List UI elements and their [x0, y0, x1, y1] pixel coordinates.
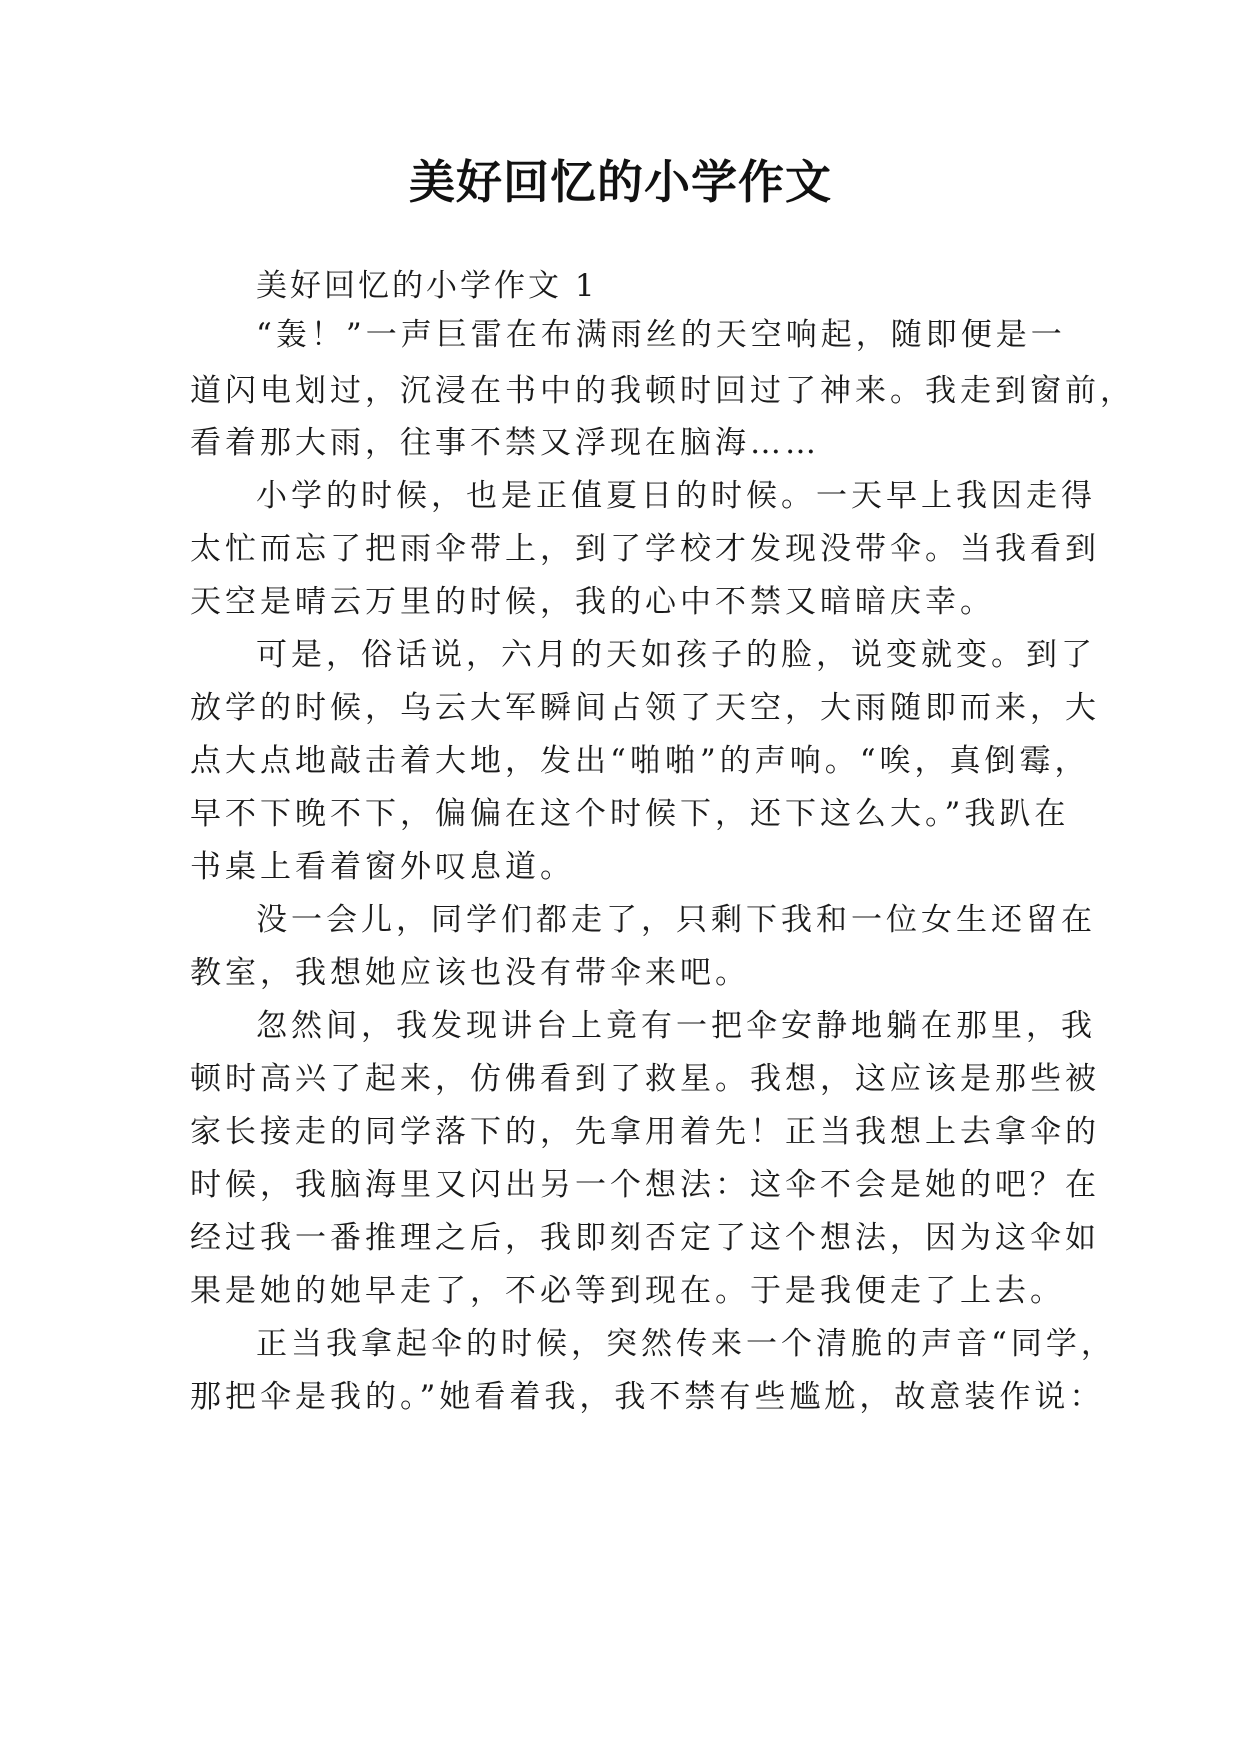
text-line: 看着那大雨，往事不禁又浮现在脑海…… — [190, 425, 820, 461]
text-line: 道闪电划过，沉浸在书中的我顿时回过了神来。我走到窗前， — [190, 373, 1135, 409]
text-line: 早不下晚不下，偏偏在这个时候下，还下这么大。”我趴在 — [190, 796, 1070, 832]
text-line: 那把伞是我的。”她看着我，我不禁有些尴尬，故意装作说： — [190, 1379, 1105, 1415]
text-line: 顿时高兴了起来，仿佛看到了救星。我想，这应该是那些被 — [190, 1061, 1100, 1097]
text-line: 家长接走的同学落下的，先拿用着先！正当我想上去拿伞的 — [190, 1114, 1100, 1150]
text-line: 太忙而忘了把雨伞带上，到了学校才发现没带伞。当我看到 — [190, 531, 1100, 567]
text-line: 教室，我想她应该也没有带伞来吧。 — [190, 955, 750, 991]
text-line: 可是，俗话说，六月的天如孩子的脸，说变就变。到了 — [256, 637, 1096, 673]
text-line: 放学的时候，乌云大军瞬间占领了天空，大雨随即而来，大 — [190, 690, 1100, 726]
text-line: 正当我拿起伞的时候，突然传来一个清脆的声音“同学， — [256, 1326, 1116, 1362]
text-line: 书桌上看着窗外叹息道。 — [190, 849, 575, 885]
text-line: 小学的时候，也是正值夏日的时候。一天早上我因走得 — [256, 478, 1096, 514]
text-line: 时候，我脑海里又闪出另一个想法：这伞不会是她的吧？在 — [190, 1167, 1100, 1203]
text-line: 经过我一番推理之后，我即刻否定了这个想法，因为这伞如 — [190, 1220, 1100, 1256]
document-title: 美好回忆的小学作文 — [409, 155, 832, 209]
section-heading: 美好回忆的小学作文 1 — [256, 268, 598, 304]
text-line: “轰！”一声巨雷在布满雨丝的天空响起，随即便是一 — [256, 317, 1066, 353]
text-line: 没一会儿，同学们都走了，只剩下我和一位女生还留在 — [256, 902, 1096, 938]
text-line: 果是她的她早走了，不必等到现在。于是我便走了上去。 — [190, 1273, 1065, 1309]
text-line: 天空是晴云万里的时候，我的心中不禁又暗暗庆幸。 — [190, 584, 995, 620]
text-line: 点大点地敲击着大地，发出“啪啪”的声响。“唉，真倒霉， — [190, 743, 1090, 779]
text-line: 忽然间，我发现讲台上竟有一把伞安静地躺在那里，我 — [256, 1008, 1096, 1044]
